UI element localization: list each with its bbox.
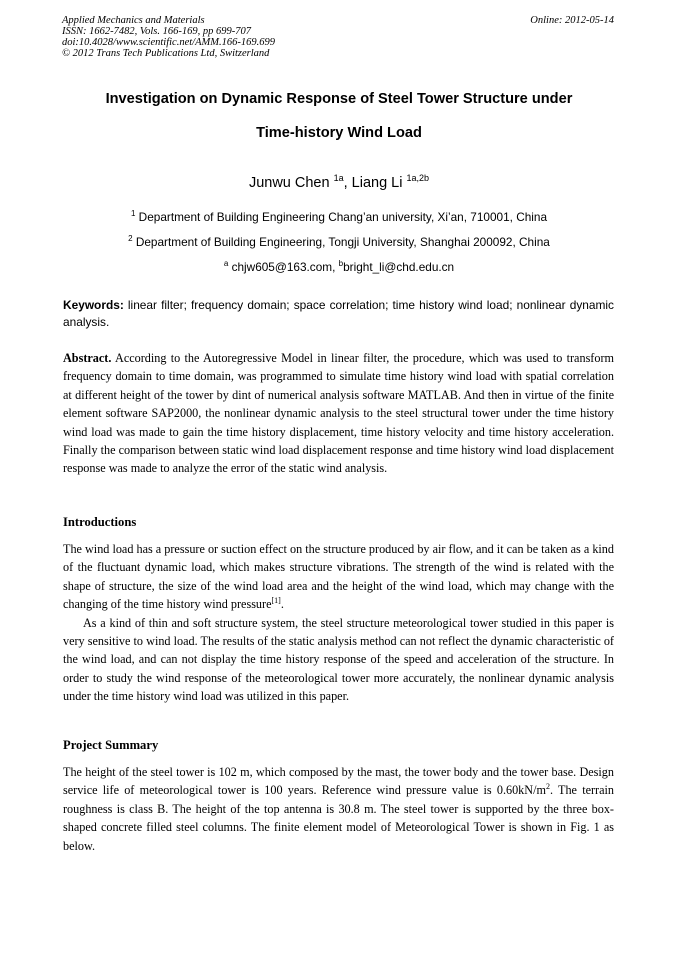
keywords-text: linear filter; frequency domain; space correlation; time history wind load; nonlinear dynamic analysis. [63, 298, 614, 329]
affiliation-2-text: Department of Building Engineering, Tongji University, Shanghai 200092, China [132, 235, 550, 249]
affiliation-1-marker: 1 [130, 209, 136, 218]
intro-paragraph-1-text: The wind load has a pressure or suction effect on the structure produced by air flow, and it can be taken as a kind of the fluctuant dynamic load, which makes structure vibrations. The strength of the wind is related with the shape of structure, the size of the wind load area and the height of the wind load, which may change with the changing of the time history wind pressure [63, 542, 614, 612]
abstract [63, 349, 614, 478]
section-heading-project-summary: Project Summary [63, 738, 159, 752]
paper-title-line-1: Investigation on Dynamic Response of Steel Tower Structure under [105, 91, 573, 107]
affiliation-2 [40, 235, 638, 249]
author-2-name: Liang Li [351, 175, 407, 191]
affiliation-2-marker: 2 [128, 234, 133, 243]
author-2-affiliation-marker: 1a,2b [406, 173, 430, 183]
journal-header [62, 15, 422, 59]
project-summary-text-a: The height of the steel tower is 102 m, which composed by the mast, the tower body and the tower base. Design service life of meteorological tower is 100 years. Reference wind pressure value is 0.60kN/m [63, 765, 614, 798]
email-b: bright_li@chd.edu.cn [343, 260, 455, 274]
affiliation-1 [40, 210, 638, 224]
email-b-marker: b [338, 259, 344, 268]
journal-name: Applied Mechanics and Materials [62, 15, 205, 26]
journal-copyright: © 2012 Trans Tech Publications Ltd, Switzerland [62, 48, 270, 59]
project-summary-text-b: . The terrain roughness is class B. The height of the top antenna is 30.8 m. The steel tower is supported by the three box-shaped concrete filled steel columns. The finite element model of Meteorological Tower is shown in Fig. 1 as below. [63, 783, 614, 853]
project-summary-body [63, 763, 614, 855]
author-separator: , [343, 175, 352, 191]
email-a: chjw605@163.com, [228, 260, 339, 274]
keywords [63, 297, 614, 331]
paper-title-line-2: Time-history Wind Load [256, 125, 422, 141]
author-emails [40, 260, 638, 274]
online-date: Online: 2012-05-14 [530, 15, 614, 26]
journal-doi: doi:10.4028/www.scientific.net/AMM.166-169.699 [62, 37, 275, 48]
section-heading-introductions: Introductions [63, 515, 137, 529]
intro-paragraph-2: As a kind of thin and soft structure system, the steel structure meteorological tower studied in this paper is very sensitive to wind load. The results of the static analysis method can not reflect the dynamic characteristic of the wind load, and can not display the time history response of the speed and acceleration of the structure. In order to study the wind response of the meteorological tower more accurately, the nonlinear dynamic analysis under the time history wind load was utilized in this paper. [63, 615, 614, 704]
intro-paragraph-1 [63, 540, 614, 614]
introductions-body [63, 540, 614, 706]
abstract-label: Abstract. [63, 351, 112, 365]
author-1-affiliation-marker: 1a [333, 173, 344, 183]
abstract-text: According to the Autoregressive Model in linear filter, the procedure, which was used to transform frequency domain to time domain, was programmed to simulate time history wind load with spatial correlation at different height of the tower by dint of numerical analysis software MATLAB. And then in virtue of the finite element software SAP2000, the nonlinear dynamic analysis to the steel structural tower under the time history wind load was made to gain the time history displacement, time history velocity and time history acceleration. Finally the comparison between static wind load displacement response and time history wind load displacement response was made to analyze the error of the static wind analysis. [63, 351, 614, 476]
author-1-name: Junwu Chen [248, 175, 334, 191]
citation-ref-1: [1] [271, 596, 281, 606]
unit-exponent: 2 [545, 782, 550, 792]
author-list [40, 175, 638, 191]
affiliation-1-text: Department of Building Engineering Chang’an university, Xi’an, 710001, China [135, 210, 548, 224]
intro-paragraph-1-end: . [280, 597, 284, 612]
keywords-label: Keywords: [63, 298, 124, 312]
email-a-marker: a [223, 259, 229, 268]
journal-issn: ISSN: 1662-7482, Vols. 166-169, pp 699-707 [62, 26, 251, 37]
